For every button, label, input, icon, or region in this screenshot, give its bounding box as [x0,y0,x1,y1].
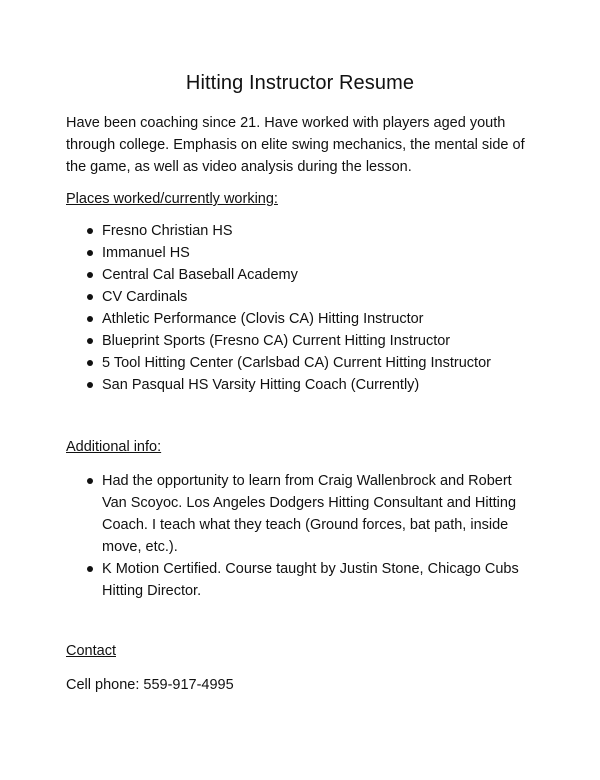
list-item-text: Immanuel HS [102,245,190,261]
list-item [66,264,534,286]
list-item-text: K Motion Certified. Course taught by Justin Stone, Chicago Cubs Hitting Director. [102,561,519,599]
additional-info-heading: Additional info: [66,439,162,455]
list-item-text: Fresno Christian HS [102,223,233,239]
places-list [66,220,534,396]
list-item [66,220,534,242]
places-heading: Places worked/currently working: [66,191,278,207]
list-item [66,374,534,396]
list-item [66,286,534,308]
list-item-text: Central Cal Baseball Academy [102,267,298,283]
list-item [66,308,534,330]
bullet-icon [87,566,93,572]
bullet-icon [87,272,93,278]
bullet-icon [87,478,93,484]
bullet-icon [87,360,93,366]
list-item-text: Blueprint Sports (Fresno CA) Current Hitting Instructor [102,333,451,349]
list-item-text: CV Cardinals [102,289,188,305]
contact-heading: Contact [66,643,116,659]
document-title: Hitting Instructor Resume [185,72,415,94]
bullet-icon [87,294,93,300]
list-item-text: Athletic Performance (Clovis CA) Hitting Instructor [102,311,424,327]
bullet-icon [87,338,93,344]
list-item-text: 5 Tool Hitting Center (Carlsbad CA) Current Hitting Instructor [102,355,491,371]
list-item-text: Had the opportunity to learn from Craig Wallenbrock and Robert Van Scoyoc. Los Angeles Dodgers Hitting Consultant and Hitting Coach. I teach what they teach (Ground forces, bat path, inside move, etc.). [102,473,517,555]
bullet-icon [87,250,93,256]
list-item [66,352,534,374]
intro-paragraph: Have been coaching since 21. Have worked with players aged youth through college. Emphasis on elite swing mechanics, the mental side of the game, as well as video analysis during the lesson. [66,115,525,175]
bullet-icon [87,228,93,234]
bullet-icon [87,382,93,388]
additional-info-list [66,470,534,602]
list-item [66,330,534,352]
list-item-text: San Pasqual HS Varsity Hitting Coach (Currently) [102,377,420,393]
bullet-icon [87,316,93,322]
phone-number: Cell phone: 559-917-4995 [66,677,234,693]
list-item [66,470,534,558]
list-item [66,242,534,264]
list-item [66,558,534,602]
